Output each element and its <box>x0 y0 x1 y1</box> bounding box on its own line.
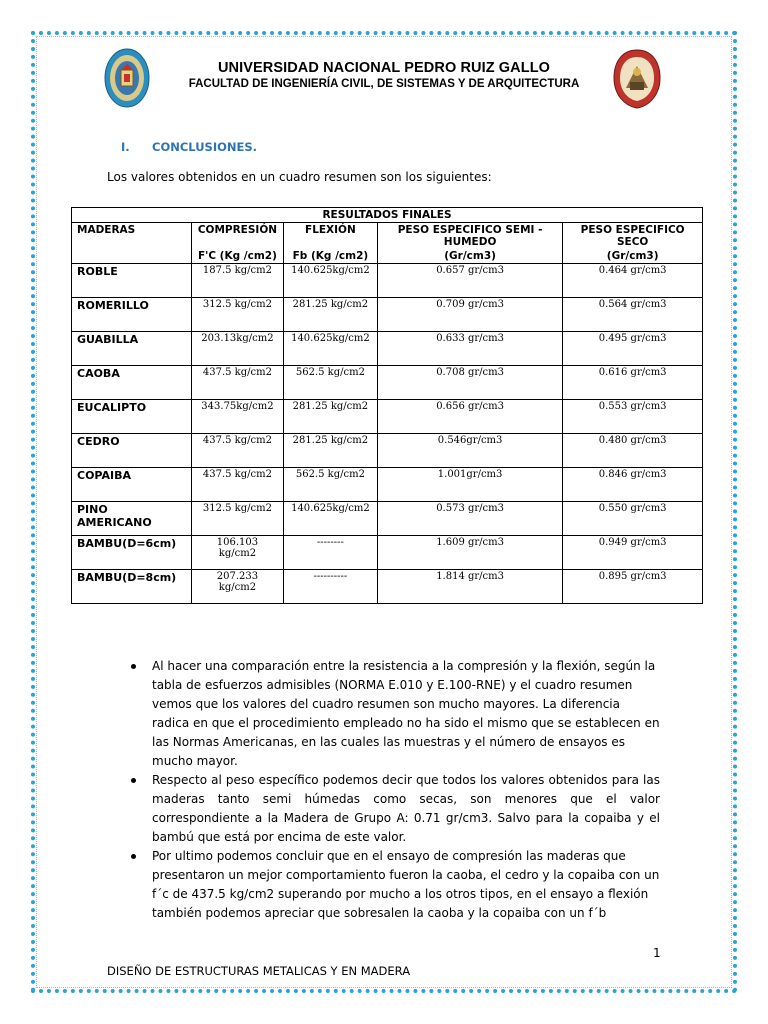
table-row <box>72 264 703 298</box>
faculty-name: FACULTAD DE INGENIERÍA CIVIL, DE SISTEMAS Y DE ARQUITECTURA <box>188 78 580 90</box>
cell-compresion: 312.5 kg/cm2 <box>191 502 283 536</box>
cell-peso-seco: 0.550 gr/cm3 <box>563 502 703 536</box>
cell-flexion: 140.625kg/cm2 <box>283 502 377 536</box>
table-row <box>72 332 703 366</box>
cell-madera: EUCALIPTO <box>72 400 192 434</box>
cell-madera: BAMBU(D=6cm) <box>72 536 192 570</box>
university-seal-icon <box>104 48 150 108</box>
cell-flexion: -------- <box>283 536 377 570</box>
university-name: UNIVERSIDAD NACIONAL PEDRO RUIZ GALLO <box>217 60 551 76</box>
list-item <box>128 847 660 923</box>
cell-flexion: 281.25 kg/cm2 <box>283 298 377 332</box>
cell-peso-semi-humedo: 0.656 gr/cm3 <box>377 400 562 434</box>
cell-peso-seco: 0.480 gr/cm3 <box>563 434 703 468</box>
results-table <box>71 207 703 604</box>
cell-peso-semi-humedo: 1.001gr/cm3 <box>377 468 562 502</box>
cell-peso-seco: 0.616 gr/cm3 <box>563 366 703 400</box>
header-peso-semi-humedo: PESO ESPECIFICO SEMI - HUMEDO <box>377 223 562 250</box>
cell-peso-semi-humedo: 0.573 gr/cm3 <box>377 502 562 536</box>
table-row <box>72 298 703 332</box>
unit-flexion: Fb (Kg /cm2) <box>283 249 377 264</box>
bullet-icon <box>131 664 136 669</box>
cell-peso-semi-humedo: 1.814 gr/cm3 <box>377 570 562 604</box>
footer-text: DISEÑO DE ESTRUCTURAS METALICAS Y EN MADERA <box>107 964 411 978</box>
bullet-text: Respecto al peso específico podemos decir que todos los valores obtenidos para las maderas tanto semi húmedas como secas, son menores que el valor correspondiente a la Madera de Grupo A: 0.71 gr/cm3. Salvo para la copaiba y el bambú que está por encima de este valor. <box>152 773 660 844</box>
cell-flexion: ---------- <box>283 570 377 604</box>
header-peso-seco: PESO ESPECIFICO SECO <box>563 223 703 250</box>
section-number: I. <box>121 140 130 154</box>
bullet-icon <box>131 854 136 859</box>
cell-peso-seco: 0.564 gr/cm3 <box>563 298 703 332</box>
cell-flexion: 562.5 kg/cm2 <box>283 366 377 400</box>
header-compresion: COMPRESIÓN <box>191 223 283 250</box>
cell-compresion: 312.5 kg/cm2 <box>191 298 283 332</box>
table-row <box>72 434 703 468</box>
bullet-icon <box>131 778 136 783</box>
intro-paragraph: Los valores obtenidos en un cuadro resumen son los siguientes: <box>107 170 492 184</box>
cell-flexion: 281.25 kg/cm2 <box>283 434 377 468</box>
section-title: CONCLUSIONES. <box>152 140 258 154</box>
cell-compresion: 187.5 kg/cm2 <box>191 264 283 298</box>
header-flexion: FLEXIÓN <box>283 223 377 250</box>
table-row <box>72 366 703 400</box>
table-row <box>72 468 703 502</box>
cell-madera: PINO AMERICANO <box>72 502 192 536</box>
cell-madera: CEDRO <box>72 434 192 468</box>
cell-peso-semi-humedo: 0.546gr/cm3 <box>377 434 562 468</box>
table-row <box>72 570 703 604</box>
cell-madera: ROBLE <box>72 264 192 298</box>
table-row <box>72 400 703 434</box>
cell-flexion: 281.25 kg/cm2 <box>283 400 377 434</box>
cell-peso-seco: 0.949 gr/cm3 <box>563 536 703 570</box>
cell-compresion: 207.233 kg/cm2 <box>191 570 283 604</box>
cell-flexion: 140.625kg/cm2 <box>283 332 377 366</box>
faculty-seal-icon <box>612 48 662 110</box>
bullet-text: Al hacer una comparación entre la resistencia a la compresión y la flexión, según la tabla de esfuerzos admisibles (NORMA E.010 y E.100-RNE) y el cuadro resumen vemos que los valores del cuadro resumen son mucho mayores. La diferencia radica en que el procedimiento empleado no ha sido el mismo que se establecen en las Normas Americanas, en las cuales las muestras y el número de ensayos es mucho mayor. <box>152 659 660 768</box>
unit-seco: (Gr/cm3) <box>563 249 703 264</box>
cell-peso-semi-humedo: 0.708 gr/cm3 <box>377 366 562 400</box>
cell-compresion: 343.75kg/cm2 <box>191 400 283 434</box>
cell-compresion: 437.5 kg/cm2 <box>191 366 283 400</box>
cell-peso-seco: 0.495 gr/cm3 <box>563 332 703 366</box>
cell-madera: COPAIBA <box>72 468 192 502</box>
cell-peso-seco: 0.464 gr/cm3 <box>563 264 703 298</box>
list-item <box>128 657 660 771</box>
cell-compresion: 437.5 kg/cm2 <box>191 434 283 468</box>
table-row <box>72 502 703 536</box>
list-item <box>128 771 660 847</box>
cell-peso-semi-humedo: 0.633 gr/cm3 <box>377 332 562 366</box>
cell-madera: ROMERILLO <box>72 298 192 332</box>
cell-flexion: 562.5 kg/cm2 <box>283 468 377 502</box>
cell-compresion: 106.103 kg/cm2 <box>191 536 283 570</box>
page-number: 1 <box>653 946 661 960</box>
header-maderas: MADERAS <box>72 223 192 264</box>
cell-madera: BAMBU(D=8cm) <box>72 570 192 604</box>
cell-peso-semi-humedo: 1.609 gr/cm3 <box>377 536 562 570</box>
cell-compresion: 437.5 kg/cm2 <box>191 468 283 502</box>
cell-peso-seco: 0.895 gr/cm3 <box>563 570 703 604</box>
bullet-text: Por ultimo podemos concluir que en el ensayo de compresión las maderas que presentaron un mejor comportamiento fueron la caoba, el cedro y la copaiba con un f´c de 437.5 kg/cm2 superando por mucho a los otros tipos, en el ensayo a flexión también podemos apreciar que sobresalen la caoba y la copaiba con un f´b <box>152 849 660 920</box>
cell-peso-semi-humedo: 0.657 gr/cm3 <box>377 264 562 298</box>
cell-flexion: 140.625kg/cm2 <box>283 264 377 298</box>
unit-compresion: F'C (Kg /cm2) <box>191 249 283 264</box>
table-row <box>72 536 703 570</box>
cell-madera: CAOBA <box>72 366 192 400</box>
cell-peso-seco: 0.553 gr/cm3 <box>563 400 703 434</box>
cell-compresion: 203.13kg/cm2 <box>191 332 283 366</box>
table-title: RESULTADOS FINALES <box>72 208 703 223</box>
conclusions-list <box>128 657 660 923</box>
section-heading <box>121 140 257 154</box>
cell-peso-semi-humedo: 0.709 gr/cm3 <box>377 298 562 332</box>
cell-peso-seco: 0.846 gr/cm3 <box>563 468 703 502</box>
unit-semi-humedo: (Gr/cm3) <box>377 249 562 264</box>
cell-madera: GUABILLA <box>72 332 192 366</box>
